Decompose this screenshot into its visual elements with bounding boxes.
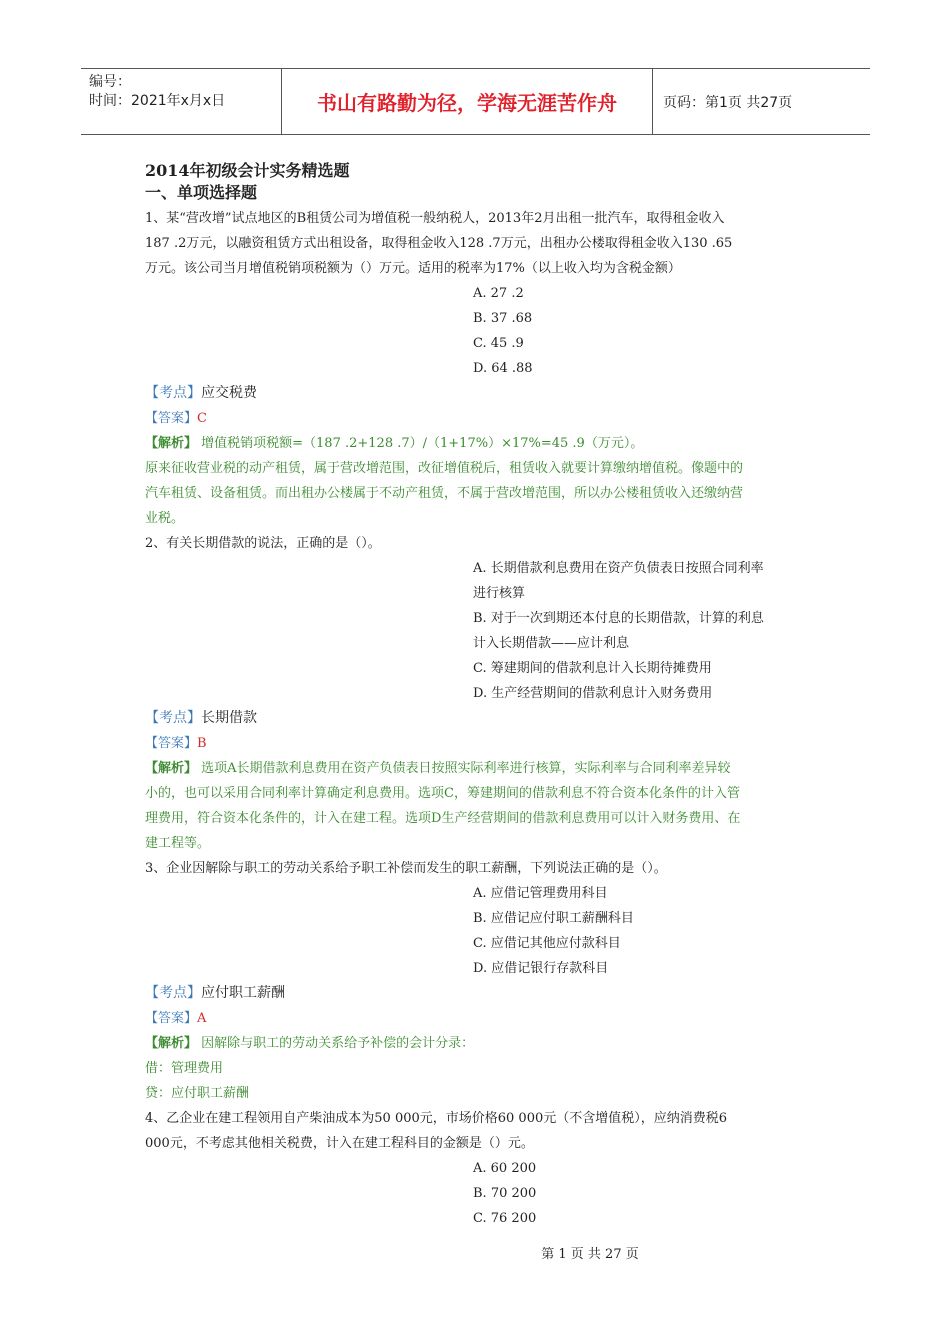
option-b: B. 70 200: [473, 1186, 537, 1201]
option-a: A. 60 200: [473, 1161, 537, 1176]
page-footer: [0, 1243, 950, 1262]
explanation-text: 选项A长期借款利息费用在资产负债表日按照实际利率进行核算，实际利率与合同利率差异较: [197, 761, 731, 776]
explanation-line: 原来征收营业税的动产租赁，属于营改增范围，改征增值税后，租赁收入就要计算缴纳增值税。像题中的: [145, 461, 744, 476]
explanation-tag: 【解析】: [145, 761, 198, 776]
option-b-cont: 计入长期借款——应计利息: [473, 636, 630, 651]
question-options: [473, 556, 810, 706]
question-stem-line: 4、乙企业在建工程领用自产柴油成本为50 000元，市场价格60 000元（不含增值税），应纳消费税6: [145, 1111, 728, 1126]
document-title: 2014年初级会计实务精选题: [145, 161, 350, 180]
header-motto: 书山有路勤为径，学海无涯苦作舟: [282, 69, 653, 134]
answer-value: C: [197, 411, 207, 426]
question-stem-line: 000元，不考虑其他相关税费，计入在建工程科目的金额是（）元。: [145, 1136, 534, 1151]
option-b: B. 对于一次到期还本付息的长期借款，计算的利息: [473, 611, 764, 626]
explanation-text: 增值税销项税额=（187 .2+128 .7）/（1+17%）×17%=45 .9（万元）。: [197, 436, 644, 451]
explanation-line: 业税。: [145, 511, 185, 526]
question-options: [473, 281, 810, 381]
footer-page-number: 第 1 页 共 27 页: [541, 1247, 639, 1262]
explanation-line: 建工程等。: [145, 836, 211, 851]
question-4: [145, 1106, 810, 1231]
answer-value: B: [197, 736, 207, 751]
option-d: D. 应借记银行存款科目: [473, 961, 609, 976]
answer-tag: 【答案】: [145, 736, 198, 751]
kp-text: 长期借款: [201, 710, 257, 726]
option-d: D. 生产经营期间的借款利息计入财务费用: [473, 686, 713, 701]
question-2: [145, 531, 810, 856]
knowledge-point: [145, 981, 810, 1006]
explanation-text: 因解除与职工的劳动关系给予补偿的会计分录：: [197, 1036, 475, 1051]
question-stem-line: 万元。该公司当月增值税销项税额为（）万元。适用的税率为17%（以上收入均为含税金额）: [145, 261, 681, 276]
kp-text: 应付职工薪酬: [201, 985, 285, 1001]
explanation-line: 小的，也可以采用合同利率计算确定利息费用。选项C，筹建期间的借款利息不符合资本化条件的计入管: [145, 786, 740, 801]
option-b: B. 应借记应付职工薪酬科目: [473, 911, 634, 926]
option-a: A. 长期借款利息费用在资产负债表日按照合同利率: [473, 561, 764, 576]
knowledge-point: [145, 381, 810, 406]
header-serial: 编号：: [89, 74, 131, 90]
answer: [145, 731, 810, 756]
explanation-line: 汽车租赁、设备租赁。而出租办公楼属于不动产租赁，不属于营改增范围，所以办公楼租赁收入还缴纳营: [145, 486, 744, 501]
option-c: C. 76 200: [473, 1211, 537, 1226]
answer-tag: 【答案】: [145, 411, 198, 426]
question-stem-line: 2、有关长期借款的说法，正确的是（）。: [145, 536, 381, 551]
question-options: [473, 1156, 810, 1231]
knowledge-point: [145, 706, 810, 731]
kp-tag: 【考点】: [145, 985, 201, 1001]
option-a: A. 应借记管理费用科目: [473, 886, 608, 901]
header-page-number: 页码：第1页 共27页: [663, 94, 793, 111]
option-b: B. 37 .68: [473, 311, 533, 326]
answer: [145, 1006, 810, 1031]
explanation-line: 借：管理费用: [145, 1061, 224, 1076]
header-time: 时间：2021年x月x日: [89, 93, 226, 109]
explanation-line: [145, 756, 810, 781]
answer-value: A: [197, 1011, 207, 1026]
explanation-line: [145, 1031, 810, 1056]
answer: [145, 406, 810, 431]
explanation-line: [145, 431, 810, 456]
explanation-line: 贷：应付职工薪酬: [145, 1086, 250, 1101]
option-c: C. 应借记其他应付款科目: [473, 936, 621, 951]
kp-text: 应交税费: [201, 385, 257, 401]
answer-tag: 【答案】: [145, 1011, 198, 1026]
page-header: [81, 68, 870, 135]
question-stem-line: 3、企业因解除与职工的劳动关系给予职工补偿而发生的职工薪酬，下列说法正确的是（）。: [145, 861, 667, 876]
explanation-line: 理费用，符合资本化条件的，计入在建工程。选项D生产经营期间的借款利息费用可以计入财务费用、在: [145, 811, 741, 826]
option-d: D. 64 .88: [473, 361, 533, 376]
option-a-cont: 进行核算: [473, 586, 526, 601]
question-1: [145, 206, 810, 531]
question-stem-line: 1、某“营改增”试点地区的B租赁公司为增值税一般纳税人，2013年2月出租一批汽车，取得租金收入: [145, 211, 725, 226]
section-heading: 一、单项选择题: [145, 183, 258, 202]
kp-tag: 【考点】: [145, 710, 201, 726]
document-body: [145, 160, 810, 1231]
option-c: C. 筹建期间的借款利息计入长期待摊费用: [473, 661, 712, 676]
kp-tag: 【考点】: [145, 385, 201, 401]
question-3: [145, 856, 810, 1106]
option-a: A. 27 .2: [473, 286, 524, 301]
question-options: [473, 881, 810, 981]
option-c: C. 45 .9: [473, 336, 524, 351]
explanation-tag: 【解析】: [145, 436, 198, 451]
explanation-tag: 【解析】: [145, 1036, 198, 1051]
header-meta: [81, 69, 282, 134]
question-stem-line: 187 .2万元，以融资租赁方式出租设备，取得租金收入128 .7万元，出租办公楼取得租金收入130 .65: [145, 236, 733, 251]
